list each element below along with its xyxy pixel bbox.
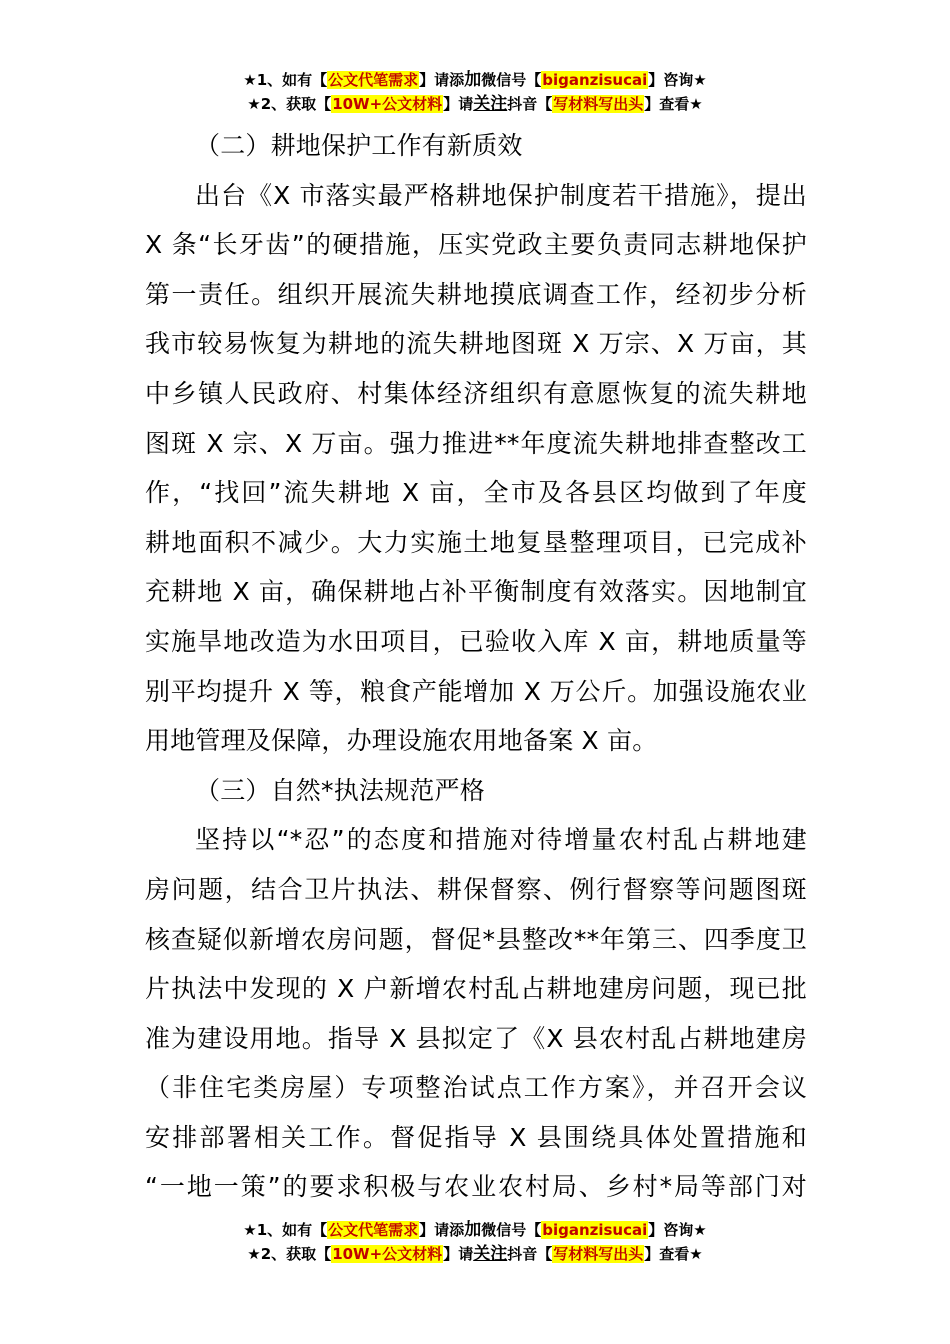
paragraph-line: 耕地面积不减少。大力实施土地复垦整理项目，已完成补 [145, 527, 807, 557]
paragraph-line: 准为建设用地。指导 X 县拟定了《X 县农村乱占耕地建房 [145, 1023, 807, 1053]
banner-text: 加 [464, 70, 482, 90]
paragraph-line: 中乡镇人民政府、村集体经济组织有意愿恢复的流失耕地 [145, 378, 807, 408]
paragraph-line: 房问题，结合卫片执法、耕保督察、例行督察等问题图斑 [145, 874, 807, 904]
banner-text: 】请添 [419, 71, 465, 89]
highlight-service: 公文代笔需求 [328, 71, 419, 89]
paragraph-line: （非住宅类房屋）专项整治试点工作方案》，并召开会议 [145, 1073, 807, 1103]
highlight-douyin-id: 写材料写出头 [553, 95, 644, 113]
banner-text: 抖音【 [507, 1245, 553, 1263]
banner-text: 】查看★ [644, 1245, 703, 1263]
banner-line-2 [0, 1242, 950, 1266]
paragraph-line: 别平均提升 X 等，粮食产能增加 X 万公斤。加强设施农业 [145, 676, 807, 706]
banner-text: 】咨询★ [648, 1221, 707, 1239]
banner-text: 】请 [443, 95, 474, 113]
paragraph-line: 片执法中发现的 X 户新增农村乱占耕地建房问题，现已批 [145, 974, 807, 1004]
paragraph-line: 充耕地 X 亩，确保耕地占补平衡制度有效落实。因地制宜 [145, 577, 807, 607]
banner-line-1 [0, 1218, 950, 1242]
banner-text: 抖音【 [507, 95, 553, 113]
paragraph-line: 图斑 X 宗、X 万亩。强力推进**年度流失耕地排查整改工 [145, 428, 807, 458]
banner-text: 加 [464, 1220, 482, 1240]
section-heading: （三）自然*执法规范严格 [195, 775, 485, 805]
banner-text: 关注 [473, 1244, 508, 1264]
document-body [145, 121, 807, 1212]
banner-text: ★1、如有【 [243, 71, 328, 89]
banner-text: 】请 [443, 1245, 474, 1263]
paragraph-line: “一地一策”的要求积极与农业农村局、乡村*局等部门对 [145, 1172, 807, 1202]
header-banner [0, 68, 950, 116]
banner-text: 关注 [473, 94, 508, 114]
highlight-douyin-id: 写材料写出头 [553, 1245, 644, 1263]
banner-text: 微信号【 [481, 1221, 542, 1239]
banner-text: ★2、获取【 [247, 1245, 332, 1263]
banner-line-2 [0, 92, 950, 116]
highlight-wechat-id: biganzisucai [542, 1221, 648, 1239]
highlight-wechat-id: biganzisucai [542, 71, 648, 89]
banner-text: 】请添 [419, 1221, 465, 1239]
banner-text: 】咨询★ [648, 71, 707, 89]
banner-text: 微信号【 [481, 71, 542, 89]
footer-banner [0, 1218, 950, 1266]
highlight-materials: 10W+公文材料 [332, 95, 443, 113]
banner-text: ★2、获取【 [247, 95, 332, 113]
banner-text: ★1、如有【 [243, 1221, 328, 1239]
paragraph-line: 安排部署相关工作。督促指导 X 县围绕具体处置措施和 [145, 1122, 807, 1152]
highlight-materials: 10W+公文材料 [332, 1245, 443, 1263]
paragraph-line: 核查疑似新增农房问题，督促*县整改**年第三、四季度卫 [145, 924, 807, 954]
paragraph-line: 实施旱地改造为水田项目，已验收入库 X 亩，耕地质量等 [145, 626, 807, 656]
paragraph-line: X 条“长牙齿”的硬措施，压实党政主要负责同志耕地保护 [145, 230, 807, 260]
paragraph-line: 出台《X 市落实最严格耕地保护制度若干措施》，提出 [195, 180, 807, 210]
banner-text: 】查看★ [644, 95, 703, 113]
paragraph-line: 第一责任。组织开展流失耕地摸底调查工作，经初步分析 [145, 279, 807, 309]
section-heading: （二）耕地保护工作有新质效 [195, 131, 523, 160]
paragraph-line: 用地管理及保障，办理设施农用地备案 X 亩。 [145, 726, 658, 756]
banner-line-1 [0, 68, 950, 92]
paragraph-line: 作，“找回”流失耕地 X 亩，全市及各县区均做到了年度 [145, 478, 807, 508]
paragraph-line: 我市较易恢复为耕地的流失耕地图斑 X 万宗、X 万亩，其 [145, 329, 807, 359]
highlight-service: 公文代笔需求 [328, 1221, 419, 1239]
paragraph-line: 坚持以“*忍”的态度和措施对待增量农村乱占耕地建 [195, 825, 807, 855]
